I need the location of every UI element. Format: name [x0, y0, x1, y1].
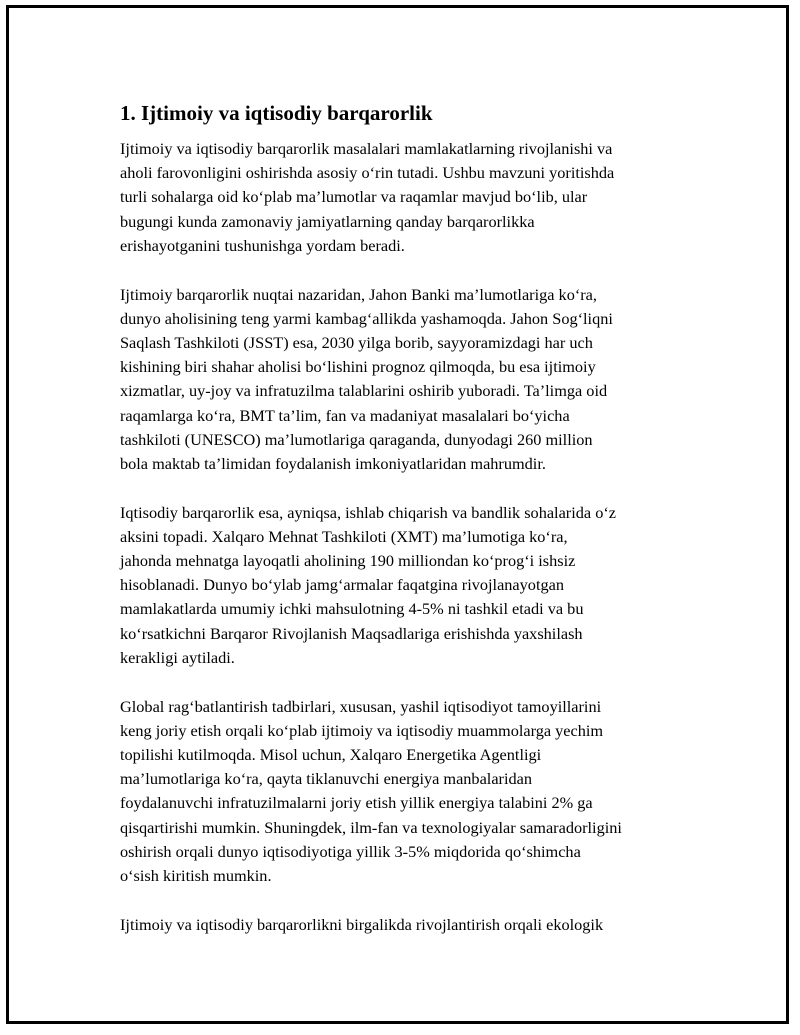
page-frame [6, 5, 789, 1024]
paragraph-social-stability: Ijtimoiy barqarorlik nuqtai nazaridan, Jahon Banki ma’lumotlariga ko‘ra, dunyo aholisining teng yarmi kambag‘allikda yashamoqda. Jahon Sog‘liqni Saqlash Tashkiloti (JSST) esa, 2030 yilga borib, sayyoramizdagi har uch kishining biri shahar aholisi bo‘lishini prognoz qilmoqda, bu esa ijtimoiy xizmatlar, uy-joy va infratuzilma talablarini oshirib yuboradi. Ta’limga oid raqamlarga ko‘ra, BMT ta’lim, fan va madaniyat masalalari bo‘yicha tashkiloti (UNESCO) ma’lumotlariga qaraganda, dunyodagi 260 million bola maktab ta’limidan foydalanish imkoniyatlaridan mahrumdir. [120, 284, 613, 473]
section-heading: 1. Ijtimoiy va iqtisodiy barqarorlik [120, 101, 433, 125]
paragraph-intro: Ijtimoiy va iqtisodiy barqarorlik masalalari mamlakatlarning rivojlanishi va aholi farovonligini oshirishda asosiy o‘rin tutadi. Ushbu mavzuni yoritishda turli sohalarga oid ko‘plab ma’lumotlar va raqamlar mavjud bo‘lib, ular bugungi kunda zamonaviy jamiyatlarning qanday barqarorlikka erishayotganini tushunishga yordam beradi. [120, 139, 615, 255]
document-body [120, 99, 710, 961]
paragraph-economic-stability: Iqtisodiy barqarorlik esa, ayniqsa, ishlab chiqarish va bandlik sohalarida o‘z aksini topadi. Xalqaro Mehnat Tashkiloti (XMT) ma’lumotiga ko‘ra, jahonda mehnatga layoqatli aholining 190 milliondan ko‘prog‘i ishsiz hisoblanadi. Dunyo bo‘ylab jamg‘armalar faqatgina rivojlanayotgan mamlakatlarda umumiy ichki mahsulotning 4-5% ni tashkil etadi va bu ko‘rsatkichni Barqaror Rivojlanish Maqsadlariga erishishda yaxshilash kerakligi aytiladi. [120, 502, 616, 667]
paragraph-global-incentives: Global rag‘batlantirish tadbirlari, xususan, yashil iqtisodiyot tamoyillarini keng joriy etish orqali ko‘plab ijtimoiy va iqtisodiy muammolarga yechim topilishi kutilmoqda. Misol uchun, Xalqaro Energetika Agentligi ma’lumotlariga ko‘ra, qayta tiklanuvchi energiya manbalaridan foydalanuvchi infratuzilmalarni joriy etish yillik energiya talabini 2% ga qisqartirishi mumkin. Shuningdek, ilm-fan va texnologiyalar samaradorligini oshirish orqali dunyo iqtisodiyotiga yillik 3-5% miqdorida qo‘shimcha o‘sish kiritish mumkin. [120, 696, 622, 885]
paragraph-conclusion-start: Ijtimoiy va iqtisodiy barqarorlikni birgalikda rivojlantirish orqali ekologik [120, 914, 604, 934]
